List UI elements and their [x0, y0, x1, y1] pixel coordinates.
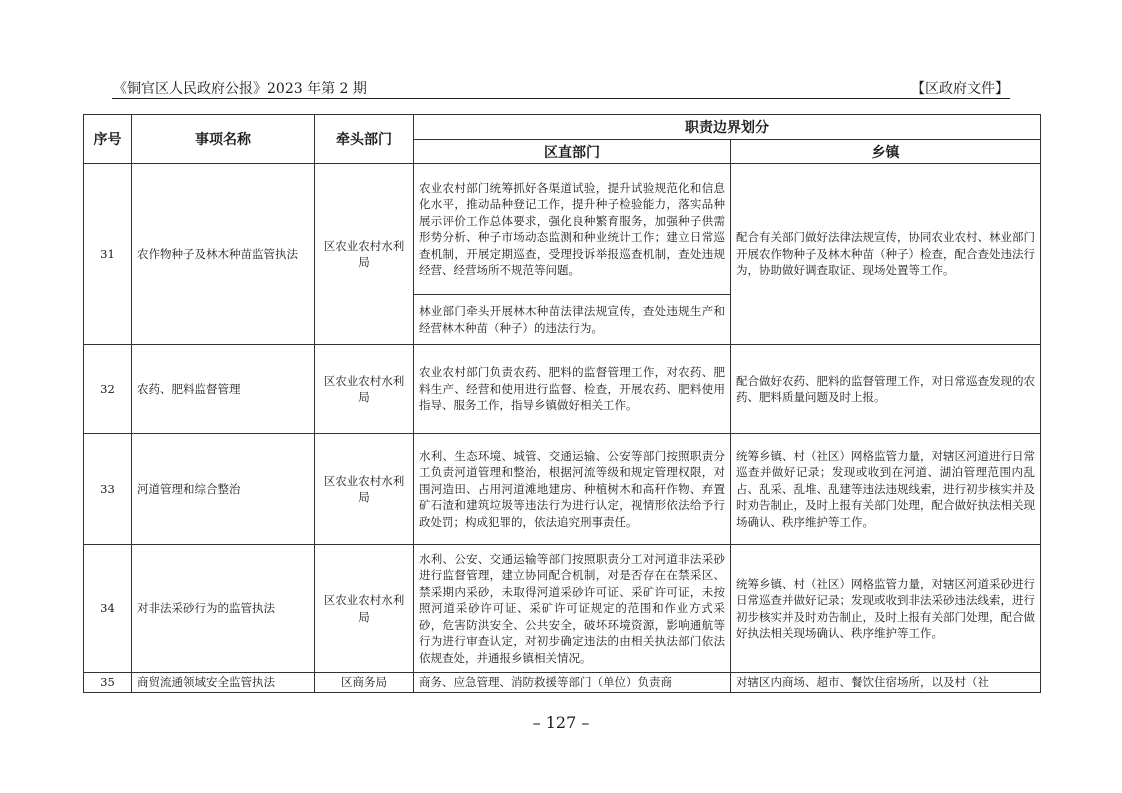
row-item-name: 对非法采砂行为的监管执法 [132, 545, 315, 673]
table-row [84, 434, 1041, 545]
section-label: 【区政府文件】 [911, 81, 1009, 97]
row-num: 34 [84, 545, 132, 673]
row-lead-dept: 区农业农村水利局 [315, 345, 414, 434]
row-item-name: 农药、肥料监督管理 [132, 345, 315, 434]
publication-title: 《铜官区人民政府公报》2023 年第 2 期 [113, 81, 367, 97]
row-lead-dept: 区农业农村水利局 [315, 545, 414, 673]
row-township-duty: 统筹乡镇、村（社区）网格监管力量，对辖区河道采砂进行日常巡查并做好记录；发现或收到非法采砂违法线索，进行初步核实并及时劝告制止，及时上报有关部门处理，配合做好执法相关现场确认、秩序维护等工作。 [731, 545, 1041, 673]
duty-table [83, 114, 1041, 693]
row-township-duty: 配合有关部门做好法律法规宣传，协同农业农村、林业部门开展农作物种子及林木种苗（种子）检查，配合查处违法行为，协助做好调查取证、现场处置等工作。 [731, 164, 1041, 345]
row-lead-dept: 区农业农村水利局 [315, 164, 414, 345]
row-lead-dept: 区农业农村水利局 [315, 434, 414, 545]
row-township-duty: 统筹乡镇、村（社区）网格监管力量，对辖区河道进行日常巡查并做好记录；发现或收到在河道、湖泊管理范围内乱占、乱采、乱堆、乱建等违法违规线索，进行初步核实并及时劝告制止，及时上报有关部门处理，配合做好执法相关现场确认、秩序维护等工作。 [731, 434, 1041, 545]
row-township-duty: 对辖区内商场、超市、餐饮住宿场所，以及村（社 [731, 673, 1041, 693]
row-num: 32 [84, 345, 132, 434]
row-num: 31 [84, 164, 132, 345]
row-num: 33 [84, 434, 132, 545]
header-name: 事项名称 [132, 115, 315, 164]
row-township-duty: 配合做好农药、肥料的监督管理工作，对日常巡查发现的农药、肥料质量问题及时上报。 [731, 345, 1041, 434]
table-row [84, 164, 1041, 295]
row-district-duty: 农业农村部门统筹抓好各渠道试验，提升试验规范化和信息化水平，推动品种登记工作，提升种子检验能力，落实品种展示评价工作总体要求，强化良种繁育服务，加强种子供需形势分析、种子市场动态监测和种业统计工作；建立日常巡查机制，开展定期巡查，受理投诉举报巡查机制，查处违规经营、经营场所不规范等问题。 [414, 164, 731, 295]
header-township: 乡镇 [731, 140, 1041, 164]
row-item-name: 商贸流通领域安全监管执法 [132, 673, 315, 693]
row-lead-dept: 区商务局 [315, 673, 414, 693]
header-num: 序号 [84, 115, 132, 164]
row-num: 35 [84, 673, 132, 693]
row-item-name: 农作物种子及林木种苗监管执法 [132, 164, 315, 345]
table-row [84, 345, 1041, 434]
header-lead: 牵头部门 [315, 115, 414, 164]
header-divider [112, 98, 1010, 99]
header-duty: 职责边界划分 [414, 115, 1041, 140]
header-district: 区直部门 [414, 140, 731, 164]
row-district-duty: 水利、生态环境、城管、交通运输、公安等部门按照职责分工负责河道管理和整治，根据河流等级和规定管理权限，对围河造田、占用河道滩地建房、种植树木和高秆作物、弃置矿石渣和建筑垃圾等违法行为进行认定，视情形依法给予行政处罚；构成犯罪的，依法追究刑事责任。 [414, 434, 731, 545]
table-row [84, 673, 1041, 693]
row-district-duty: 林业部门牵头开展林木种苗法律法规宣传，查处违规生产和经营林木种苗（种子）的违法行为。 [414, 295, 731, 345]
row-district-duty: 商务、应急管理、消防救援等部门（单位）负责商 [414, 673, 731, 693]
page-number: – 127 – [532, 713, 590, 732]
row-district-duty: 水利、公安、交通运输等部门按照职责分工对河道非法采砂进行监督管理，建立协同配合机制，对是否存在在禁采区、禁采期内采砂，未取得河道采砂许可证、采矿许可证，未按照河道采砂许可证、采矿许可证规定的范围和作业方式采砂，危害防洪安全、公共安全，破坏环境资源，影响通航等行为进行审查认定，对初步确定违法的由相关执法部门依法依规查处，并通报乡镇相关情况。 [414, 545, 731, 673]
row-district-duty: 农业农村部门负责农药、肥料的监督管理工作，对农药、肥料生产、经营和使用进行监督、检查，开展农药、肥料使用指导、服务工作，指导乡镇做好相关工作。 [414, 345, 731, 434]
table-row [84, 545, 1041, 673]
row-item-name: 河道管理和综合整治 [132, 434, 315, 545]
